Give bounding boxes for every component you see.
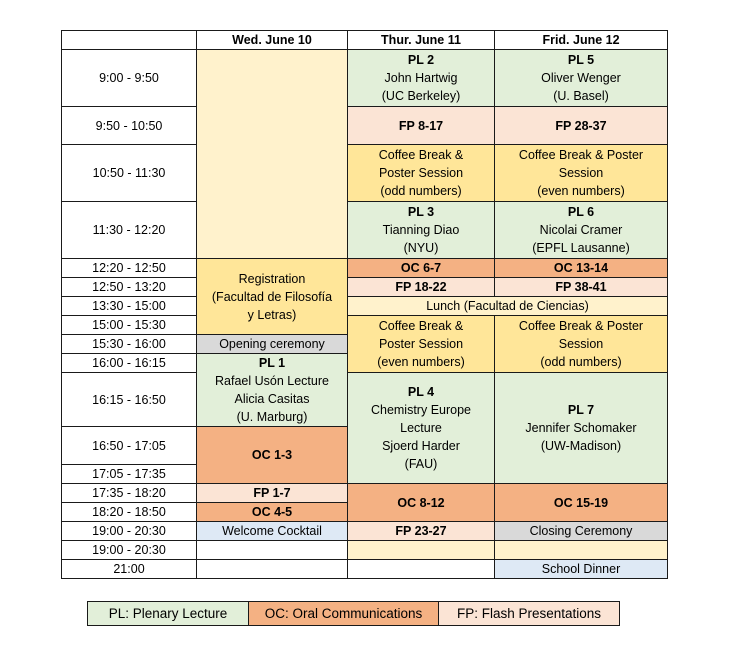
thu-oc6: OC 6-7 (348, 259, 495, 278)
speaker-name: Sjoerd Harder (382, 439, 460, 453)
time-cell: 16:50 - 17:05 (62, 427, 197, 465)
wed-opening-ceremony: Opening ceremony (197, 335, 348, 354)
time-cell: 19:00 - 20:30 (62, 522, 197, 541)
header-thu: Thur. June 11 (348, 31, 495, 50)
thu-fp8: FP 8-17 (348, 107, 495, 145)
coffee-line: Coffee Break & (378, 319, 464, 333)
time-cell: 12:50 - 13:20 (62, 278, 197, 297)
fri-coffee-2 (495, 316, 668, 373)
table-row (62, 202, 668, 259)
table-row (62, 541, 668, 560)
table-row (62, 316, 668, 335)
schedule-table (61, 30, 668, 579)
session-code: PL 4 (407, 385, 435, 399)
coffee-line: Coffee Break & (378, 148, 464, 162)
speaker-name: Tianning Diao (382, 223, 460, 237)
coffee-line: Coffee Break & Poster (518, 148, 644, 162)
coffee-line: Poster Session (378, 166, 464, 180)
coffee-line: (odd numbers) (380, 184, 462, 198)
coffee-line: (even numbers) (377, 355, 465, 369)
header-row (62, 31, 668, 50)
wed-pl1 (197, 354, 348, 427)
wed-morning-empty (197, 50, 348, 259)
thu-pl4 (348, 373, 495, 484)
wed-empty-cell (197, 560, 348, 579)
time-cell: 17:35 - 18:20 (62, 484, 197, 503)
lecture-title: Lecture (400, 421, 442, 435)
speaker-name: Alicia Casitas (234, 392, 310, 406)
table-row (62, 259, 668, 278)
header-fri: Frid. June 12 (495, 31, 668, 50)
time-cell: 9:00 - 9:50 (62, 50, 197, 107)
wed-empty-cell (197, 541, 348, 560)
session-code: PL 1 (258, 356, 286, 370)
registration-line: y Letras) (247, 307, 297, 322)
thu-pl3 (348, 202, 495, 259)
thu-oc8: OC 8-12 (348, 484, 495, 522)
session-code: PL 3 (407, 205, 435, 219)
speaker-name: Oliver Wenger (541, 71, 621, 85)
speaker-name: Nicolai Cramer (539, 223, 623, 237)
thu-pl2 (348, 50, 495, 107)
fri-oc15: OC 15-19 (495, 484, 668, 522)
time-cell: 11:30 - 12:20 (62, 202, 197, 259)
time-cell: 18:20 - 18:50 (62, 503, 197, 522)
speaker-affiliation: (EPFL Lausanne) (532, 241, 630, 255)
thu-empty-cell (348, 541, 495, 560)
legend (87, 601, 620, 626)
header-corner (62, 31, 197, 50)
table-row (62, 278, 668, 297)
thu-fp18: FP 18-22 (348, 278, 495, 297)
session-code: PL 2 (407, 53, 435, 67)
lecture-title: Rafael Usón Lecture (215, 374, 329, 388)
fri-fp38: FP 38-41 (495, 278, 668, 297)
table-row (62, 297, 668, 316)
time-cell: 16:15 - 16:50 (62, 373, 197, 427)
table-row (62, 373, 668, 408)
time-cell: 16:00 - 16:15 (62, 354, 197, 373)
time-cell: 21:00 (62, 560, 197, 579)
speaker-affiliation: (UW-Madison) (540, 439, 622, 453)
coffee-line: (even numbers) (537, 184, 625, 198)
time-cell: 12:20 - 12:50 (62, 259, 197, 278)
table-row (62, 107, 668, 145)
time-cell: 9:50 - 10:50 (62, 107, 197, 145)
lecture-title: Chemistry Europe (370, 403, 472, 417)
speaker-affiliation: (NYU) (403, 241, 439, 255)
fri-pl6 (495, 202, 668, 259)
fri-closing-ceremony: Closing Ceremony (495, 522, 668, 541)
fri-school-dinner: School Dinner (495, 560, 668, 579)
time-cell: 17:05 - 17:35 (62, 465, 197, 484)
fri-pl5 (495, 50, 668, 107)
legend-flash: FP: Flash Presentations (439, 602, 620, 626)
lunch-cell: Lunch (Facultad de Ciencias) (348, 297, 668, 316)
coffee-line: Poster Session (378, 337, 464, 351)
thu-coffee-2 (348, 316, 495, 373)
table-row (62, 145, 668, 202)
coffee-line: (odd numbers) (540, 355, 622, 369)
table-row (62, 484, 668, 503)
wed-oc1: OC 1-3 (197, 427, 348, 484)
registration-line: (Facultad de Filosofía (211, 289, 333, 304)
thu-empty-cell (348, 560, 495, 579)
wed-welcome-cocktail: Welcome Cocktail (197, 522, 348, 541)
fri-oc13: OC 13-14 (495, 259, 668, 278)
speaker-affiliation: (UC Berkeley) (381, 89, 461, 103)
legend-oral: OC: Oral Communications (249, 602, 439, 626)
header-wed: Wed. June 10 (197, 31, 348, 50)
fri-fp28: FP 28-37 (495, 107, 668, 145)
table-row (62, 50, 668, 107)
wed-registration (197, 259, 348, 335)
speaker-affiliation: (U. Basel) (553, 89, 609, 103)
time-cell: 10:50 - 11:30 (62, 145, 197, 202)
table-row (62, 522, 668, 541)
speaker-name: Jennifer Schomaker (525, 421, 637, 435)
fri-empty-cell (495, 541, 668, 560)
session-code: PL 5 (567, 53, 595, 67)
time-cell: 15:00 - 15:30 (62, 316, 197, 335)
thu-coffee-1 (348, 145, 495, 202)
coffee-line: Session (558, 166, 604, 180)
wed-oc4: OC 4-5 (197, 503, 348, 522)
session-code: PL 6 (567, 205, 595, 219)
coffee-line: Coffee Break & Poster (518, 319, 644, 333)
time-cell: 13:30 - 15:00 (62, 297, 197, 316)
time-cell: 19:00 - 20:30 (62, 541, 197, 560)
wed-fp1: FP 1-7 (197, 484, 348, 503)
coffee-line: Session (558, 337, 604, 351)
speaker-affiliation: (FAU) (404, 457, 438, 471)
fri-coffee-1 (495, 145, 668, 202)
table-row (62, 560, 668, 579)
thu-fp23: FP 23-27 (348, 522, 495, 541)
speaker-affiliation: (U. Marburg) (236, 410, 308, 424)
time-cell: 15:30 - 16:00 (62, 335, 197, 354)
registration-line: Registration (238, 271, 306, 286)
speaker-name: John Hartwig (384, 71, 458, 85)
fri-pl7 (495, 373, 668, 484)
session-code: PL 7 (567, 403, 595, 417)
legend-plenary: PL: Plenary Lecture (88, 602, 249, 626)
